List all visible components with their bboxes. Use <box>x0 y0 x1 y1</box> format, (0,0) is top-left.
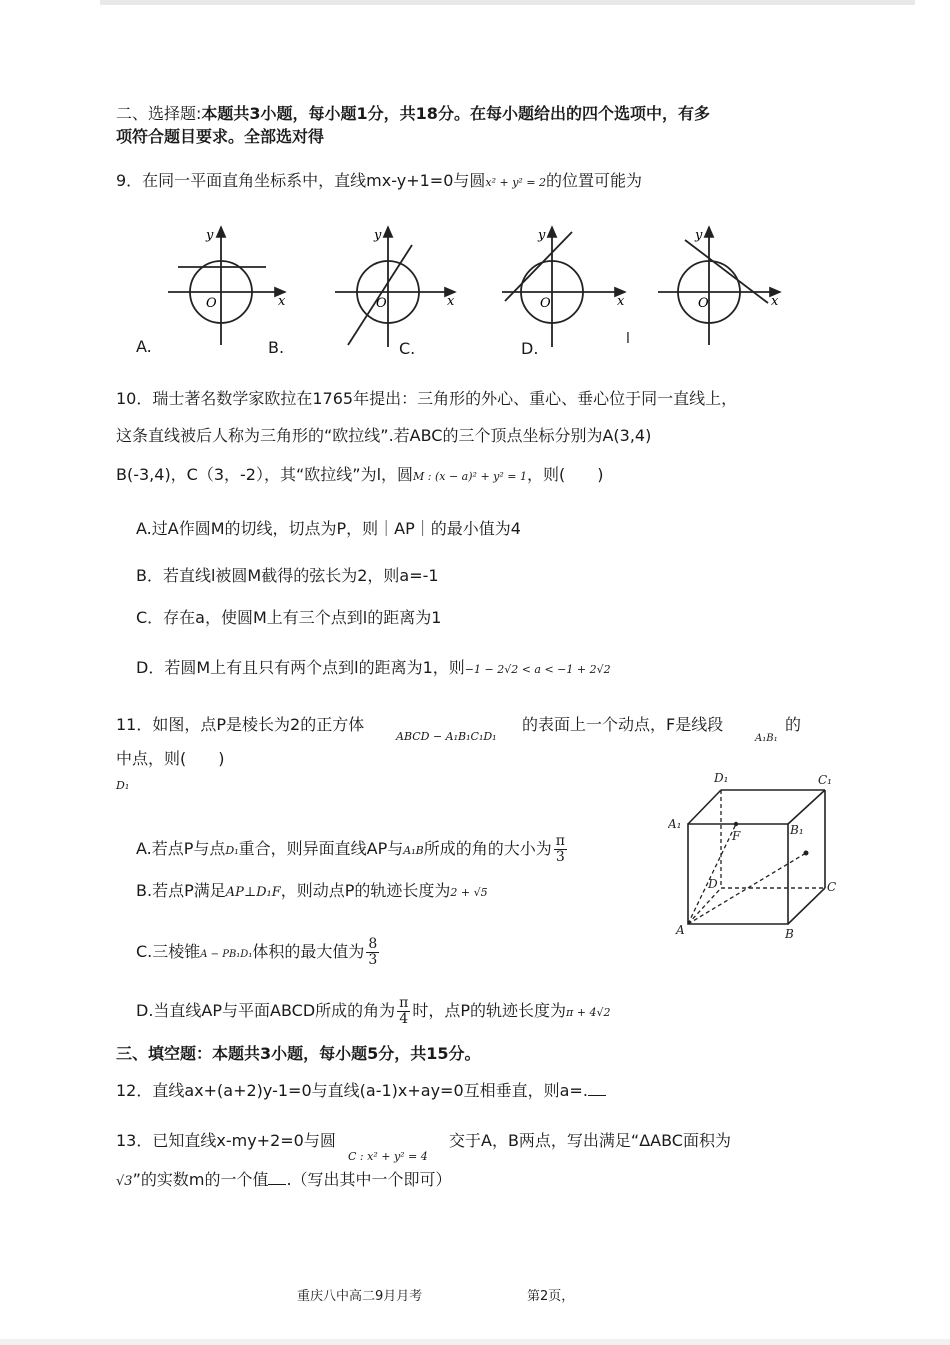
section2-heading-line1 <box>116 103 710 125</box>
q11-opta-fraction: $\frac{\pi}{3}$ <box>555 833 565 865</box>
cube-label-d: D <box>708 877 718 891</box>
bottom-edge <box>0 1339 950 1345</box>
q9-c-o: O <box>540 296 551 311</box>
q11-option-d: D.当直线AP与平面ABCD所成的角为 $\frac{\pi}{4}$ 时，点P的轨迹长度为π + 4√2 <box>136 995 611 1027</box>
q11-optd-fraction: $\frac{\pi}{4}$ <box>399 995 409 1027</box>
q11-optc-fraction: $\frac{8}{3}$ <box>368 936 378 968</box>
q11-stray-d1: D₁ <box>116 779 130 792</box>
footer-school: 重庆八中高二9月月考 <box>297 1289 423 1304</box>
cube-label-a1: A₁ <box>668 817 682 831</box>
q10-line1: 10．瑞士著名数学家欧拉在1765年提出：三角形的外心、重心、垂心位于同一直线上， <box>116 389 738 408</box>
cube-label-d1: D₁ <box>714 771 729 785</box>
q11-option-b: B.若点P满足AP⊥D₁F，则动点P的轨迹长度为2 + √5 <box>136 881 488 900</box>
q13-line1-suffix: 交于A，B两点，写出满足“ΔABC面积为 <box>449 1131 731 1150</box>
q11-option-c: C.三棱锥A − PB₁D₁体积的最大值为 $\frac{8}{3}$ <box>136 936 378 968</box>
section3-heading: 三、填空题：本题共3小题，每小题5分，共15分。 <box>116 1044 481 1063</box>
q9-d-o: O <box>698 296 709 311</box>
q10-option-c: C．存在a，使圆M上有三个点到l的距离为1 <box>136 608 442 627</box>
q11-line1-suffix: 的 <box>785 715 802 734</box>
q9-label-a: A. <box>136 337 152 356</box>
q13-circle-eq: C : x² + y² = 4 <box>348 1150 428 1163</box>
q11-cube-name: ABCD − A₁B₁C₁D₁ <box>396 730 497 743</box>
q9-label-b: B. <box>268 338 285 357</box>
q9-figure-b <box>335 227 455 347</box>
q9-d-x: x <box>771 294 779 309</box>
q12-stem: 12．直线ax+(a+2)y-1=0与直线(a-1)x+ay=0互相垂直，则a=. <box>116 1080 606 1102</box>
cube-label-f: F <box>732 829 741 843</box>
q9-figure-a <box>168 227 285 345</box>
q9-d-y: y <box>695 228 703 243</box>
q9-a-y: y <box>206 228 214 243</box>
q9-stem: 9．在同一平面直角坐标系中，直线mx-y+1=0与圆x² + y² = 2的位置可能为 <box>116 171 643 190</box>
q9-figure-d <box>658 227 780 345</box>
section2-heading-line2: 项符合题目要求。全部选对得 <box>116 127 325 146</box>
q10-option-d: D．若圆M上有且只有两个点到l的距离为1，则−1 − 2√2 < a < −1 + 2√2 <box>136 658 611 677</box>
q9-a-o: O <box>206 296 217 311</box>
point-f <box>734 822 738 826</box>
q9-label-d: D. <box>521 339 539 358</box>
q9-math: x² + y² = 2 <box>485 176 547 189</box>
q13-line1-prefix: 13．已知直线x-my+2=0与圆 <box>116 1131 336 1150</box>
footer-page: 第2页， <box>527 1289 575 1304</box>
q13-answer-blank[interactable] <box>268 1170 286 1185</box>
cube-label-a: A <box>676 923 685 937</box>
q13-line2: √3”的实数m的一个值 .（写出其中一个即可） <box>116 1170 452 1189</box>
cube-label-c1: C₁ <box>818 773 832 787</box>
point-p <box>804 851 809 856</box>
top-edge <box>100 0 915 5</box>
q9-a-x: x <box>278 294 286 309</box>
q9-c-y: y <box>538 228 546 243</box>
q11-line1: 11．如图，点P是棱长为2的正方体 <box>116 715 365 734</box>
cube-label-c: C <box>827 880 837 894</box>
q11-line1-mid: 的表面上一个动点，F是线段 <box>522 715 724 734</box>
cube-label-b: B <box>785 927 794 941</box>
q11-cube-figure <box>668 768 843 946</box>
q9-figure-c <box>502 227 625 347</box>
q10-optd-math: −1 − 2√2 < a < −1 + 2√2 <box>464 663 611 676</box>
q11-line2: 中点，则( ) <box>116 749 225 768</box>
q10-line3: B(-3,4)，C（3，-2），其“欧拉线”为l，圆M : (x − a)² + y² = 1，则( ) <box>116 465 604 484</box>
q9-b-y: y <box>374 228 382 243</box>
q11-segment: A₁B₁ <box>755 733 778 744</box>
q9-stray-mark: l <box>626 331 630 347</box>
section2-prefix: 二、选择题: <box>116 104 202 123</box>
q9-c-x: x <box>617 294 625 309</box>
q9-figures <box>120 215 800 360</box>
q9-label-c: C. <box>399 339 416 358</box>
section2-bold-text: 本题共3小题，每小题1分，共18分。在每小题给出的四个选项中，有多 <box>201 104 710 123</box>
q10-option-b: B．若直线l被圆M截得的弦长为2，则a=-1 <box>136 566 439 585</box>
q10-line2: 这条直线被后人称为三角形的“欧拉线”.若ABC的三个顶点坐标分别为A(3,4) <box>116 426 652 445</box>
q10-circle-eq: M : (x − a)² + y² = 1 <box>413 470 527 483</box>
q12-answer-blank[interactable] <box>588 1081 606 1096</box>
q11-option-a: A.若点P与点D₁重合，则异面直线AP与A₁B所成的角的大小为 $\frac{\pi}{3}$ <box>136 833 565 865</box>
cube-label-b1: B₁ <box>790 823 804 837</box>
q9-b-o: O <box>376 296 387 311</box>
q9-b-x: x <box>447 294 455 309</box>
q10-option-a: A.过A作圆M的切线，切点为P，则｜AP｜的最小值为4 <box>136 519 521 538</box>
